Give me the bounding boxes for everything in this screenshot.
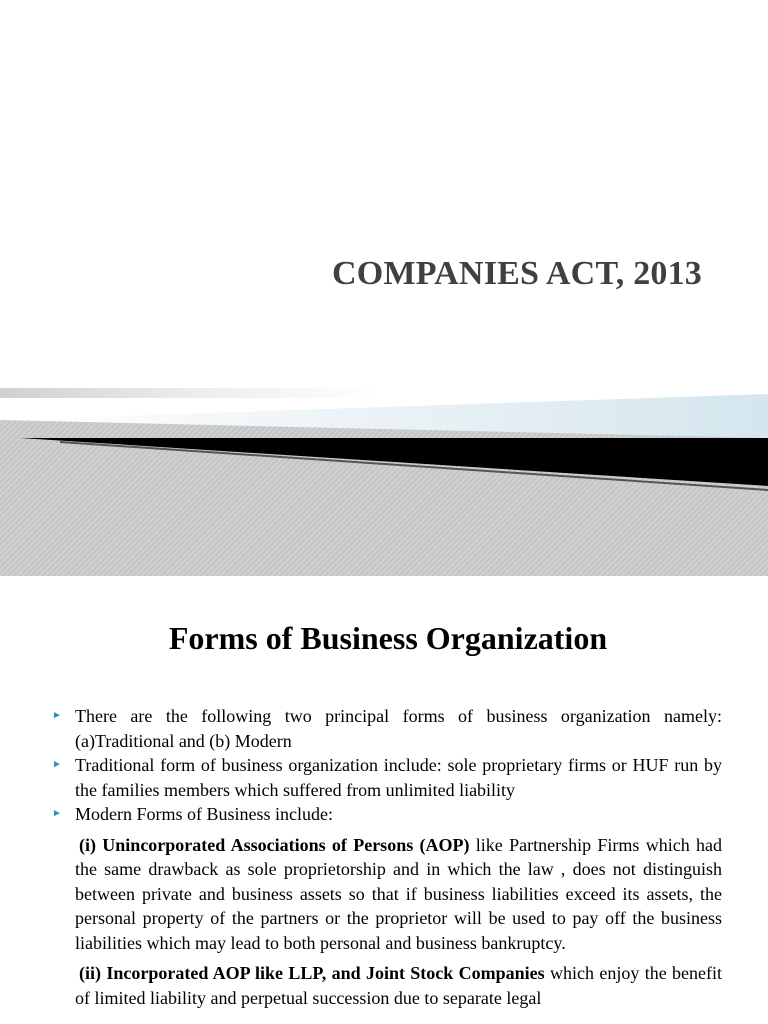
content-slide xyxy=(0,576,768,1024)
bullet-text: Modern Forms of Business include: xyxy=(75,804,333,824)
section-heading: Forms of Business Organization xyxy=(168,620,608,656)
slide-title: COMPANIES ACT, 2013 xyxy=(332,255,702,292)
bullet-text: There are the following two principal forms of business organization namely: (a)Traditional and (b) Modern xyxy=(75,706,722,751)
sub-item-text: which enjoy the benefit of limited liability and perpetual succession due to separate legal xyxy=(75,963,723,1008)
sub-item xyxy=(52,961,722,1010)
bullet-text: Traditional form of business organization include: sole proprietary firms or HUF run by the families members which suffered from unlimited liability xyxy=(75,755,722,800)
bullet-item xyxy=(52,802,722,827)
bullet-item xyxy=(52,753,722,802)
bullet-item xyxy=(52,704,722,753)
content-body xyxy=(52,704,722,1010)
triangle-right-icon: ► xyxy=(52,759,62,770)
triangle-right-icon: ► xyxy=(52,710,62,721)
band-top-streak xyxy=(0,388,380,398)
sub-item-heading: (ii) Incorporated AOP like LLP, and Joint Stock Companies xyxy=(79,963,545,983)
sub-item-text: like Partnership Firms which had the same drawback as sole proprietorship and in which the law , does not distinguish between private and business assets so that if business liabilities exceed its assets, the personal property of the partners or the proprietor will be used to pay off the business liabilities which may lead to both personal and business bankruptcy. xyxy=(75,834,722,953)
triangle-right-icon: ► xyxy=(52,808,62,819)
decorative-band xyxy=(0,380,768,576)
sub-item-heading: (i) Unincorporated Associations of Persons (AOP) xyxy=(79,834,470,855)
sub-item xyxy=(52,833,722,956)
